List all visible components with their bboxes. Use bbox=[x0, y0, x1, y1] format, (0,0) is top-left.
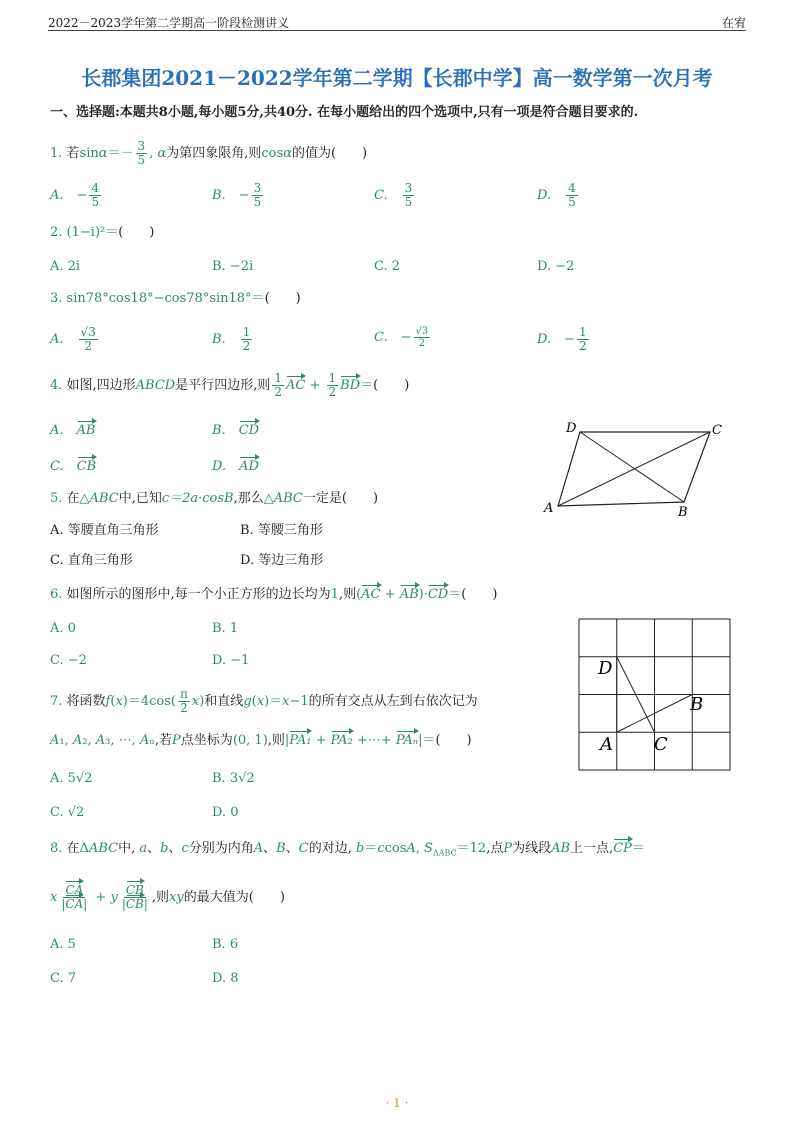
q8-option-a[interactable]: A. 5 bbox=[50, 937, 76, 952]
q7-stem-line2: A₁, A₂, A₃, ⋯, Aₙ,若P点坐标为(0, 1),则|PA₁ + PA₂ +⋯+ PAₙ|＝( ) bbox=[50, 733, 472, 748]
q2-option-a[interactable]: A. 2i bbox=[50, 259, 81, 274]
q6-option-b[interactable]: B. 1 bbox=[212, 621, 239, 636]
q7-option-d[interactable]: D. 0 bbox=[212, 805, 239, 820]
q5-option-b[interactable]: B. 等腰三角形 bbox=[240, 523, 323, 538]
q4-stem: 4. 如图,四边形ABCD是平行四边形,则 $\frac{1}{2}$ AC + $\frac{1}{2}$ BD＝( ) bbox=[50, 371, 410, 400]
fig2-label-b: B bbox=[690, 694, 704, 715]
q5-stem: 5. 在△ABC中,已知c＝2a·cosB,那么△ABC一定是( ) bbox=[50, 491, 379, 506]
q4-option-c[interactable]: C. CB bbox=[50, 459, 97, 474]
page-header bbox=[48, 12, 746, 31]
q3-stem: 3. sin78°cos18°−cos78°sin18°＝( ) bbox=[50, 291, 301, 306]
q8-option-d[interactable]: D. 8 bbox=[212, 971, 239, 986]
q2-option-d[interactable]: D. −2 bbox=[537, 259, 575, 274]
q7-stem-line1: 7. 将函数f(x)＝4cos( $\frac{\pi}{2}$ x)和直线g(x)＝x−1的所有交点从左到右依次记为 bbox=[50, 687, 478, 716]
q3-option-c[interactable]: C. − $\frac{√3}{2}$ bbox=[374, 326, 429, 349]
q5-option-c[interactable]: C. 直角三角形 bbox=[50, 553, 133, 568]
q4-option-d[interactable]: D. AD bbox=[212, 459, 259, 474]
q8-option-c[interactable]: C. 7 bbox=[50, 971, 77, 986]
q2-option-c[interactable]: C. 2 bbox=[374, 259, 401, 274]
q1-option-b[interactable]: B. − $\frac{3}{5}$ bbox=[212, 181, 262, 210]
q7-option-a[interactable]: A. 5√2 bbox=[50, 771, 93, 786]
fig1-label-c: C bbox=[712, 423, 722, 438]
q2-option-b[interactable]: B. −2i bbox=[212, 259, 254, 274]
q5-option-a[interactable]: A. 等腰直角三角形 bbox=[50, 523, 159, 538]
fig1-label-b: B bbox=[678, 505, 688, 518]
q3-option-d[interactable]: D. − $\frac{1}{2}$ bbox=[537, 325, 587, 354]
q1-option-d[interactable]: D. $\frac{4}{5}$ bbox=[537, 181, 576, 210]
q5-option-d[interactable]: D. 等边三角形 bbox=[240, 553, 324, 568]
q3-option-b[interactable]: B. $\frac{1}{2}$ bbox=[212, 325, 251, 354]
fig1-label-d: D bbox=[566, 421, 577, 436]
fig2-label-a: A bbox=[600, 734, 613, 755]
q1-stem: 1. 若sinα＝－ $\frac{3}{5}$ , α为第四象限角,则cosα的值为( ) bbox=[50, 139, 368, 168]
header-right: 在宥 bbox=[721, 16, 746, 30]
q7-option-b[interactable]: B. 3√2 bbox=[212, 771, 255, 786]
fig2-label-c: C bbox=[654, 734, 668, 755]
q4-option-a[interactable]: A. AB bbox=[50, 423, 96, 438]
q8-stem-line1: 8. 在ΔABC中, a、b、c分别为内角A、B、C的对边, b＝ccosA, $S_{\Delta ABC}=12$,点P为线段AB上一点,CP＝ bbox=[50, 841, 645, 858]
q1-option-c[interactable]: C. $\frac{3}{5}$ bbox=[374, 181, 413, 210]
q4-option-b[interactable]: B. CD bbox=[212, 423, 260, 438]
q6-stem: 6. 如图所示的图形中,每一个小正方形的边长均为1,则(AC + AB)·CD＝( ) bbox=[50, 587, 498, 602]
q6-option-c[interactable]: C. −2 bbox=[50, 653, 87, 668]
fig2-label-d: D bbox=[598, 658, 613, 679]
q3-option-a[interactable]: A. $\frac{√3}{2}$ bbox=[50, 325, 96, 354]
section-heading: 一、选择题:本题共8小题,每小题5分,共40分. 在每小题给出的四个选项中,只有一项是符合题目要求的. bbox=[50, 105, 639, 120]
page-title: 长郡集团2021－2022学年第二学期【长郡中学】高一数学第一次月考 bbox=[81, 66, 713, 90]
q2-stem: 2. (1−i)²＝( ) bbox=[50, 225, 155, 240]
grid-figure bbox=[578, 618, 732, 772]
q7-option-c[interactable]: C. √2 bbox=[50, 805, 85, 820]
q8-stem-line2: x $\frac{CA}{|CA|}$ + y $\frac{CB}{|CB|}$ ,则xy的最大值为( ) bbox=[50, 883, 285, 912]
fig1-label-a: A bbox=[544, 501, 554, 516]
header-left: 2022－2023学年第二学期高一阶段检测讲义 bbox=[48, 16, 290, 30]
q6-option-d[interactable]: D. −1 bbox=[212, 653, 250, 668]
q6-option-a[interactable]: A. 0 bbox=[50, 621, 76, 636]
parallelogram-figure bbox=[536, 418, 736, 518]
q1-option-a[interactable]: A. − $\frac{4}{5}$ bbox=[50, 181, 100, 210]
page-number: · 1 · bbox=[385, 1096, 409, 1110]
q8-option-b[interactable]: B. 6 bbox=[212, 937, 239, 952]
